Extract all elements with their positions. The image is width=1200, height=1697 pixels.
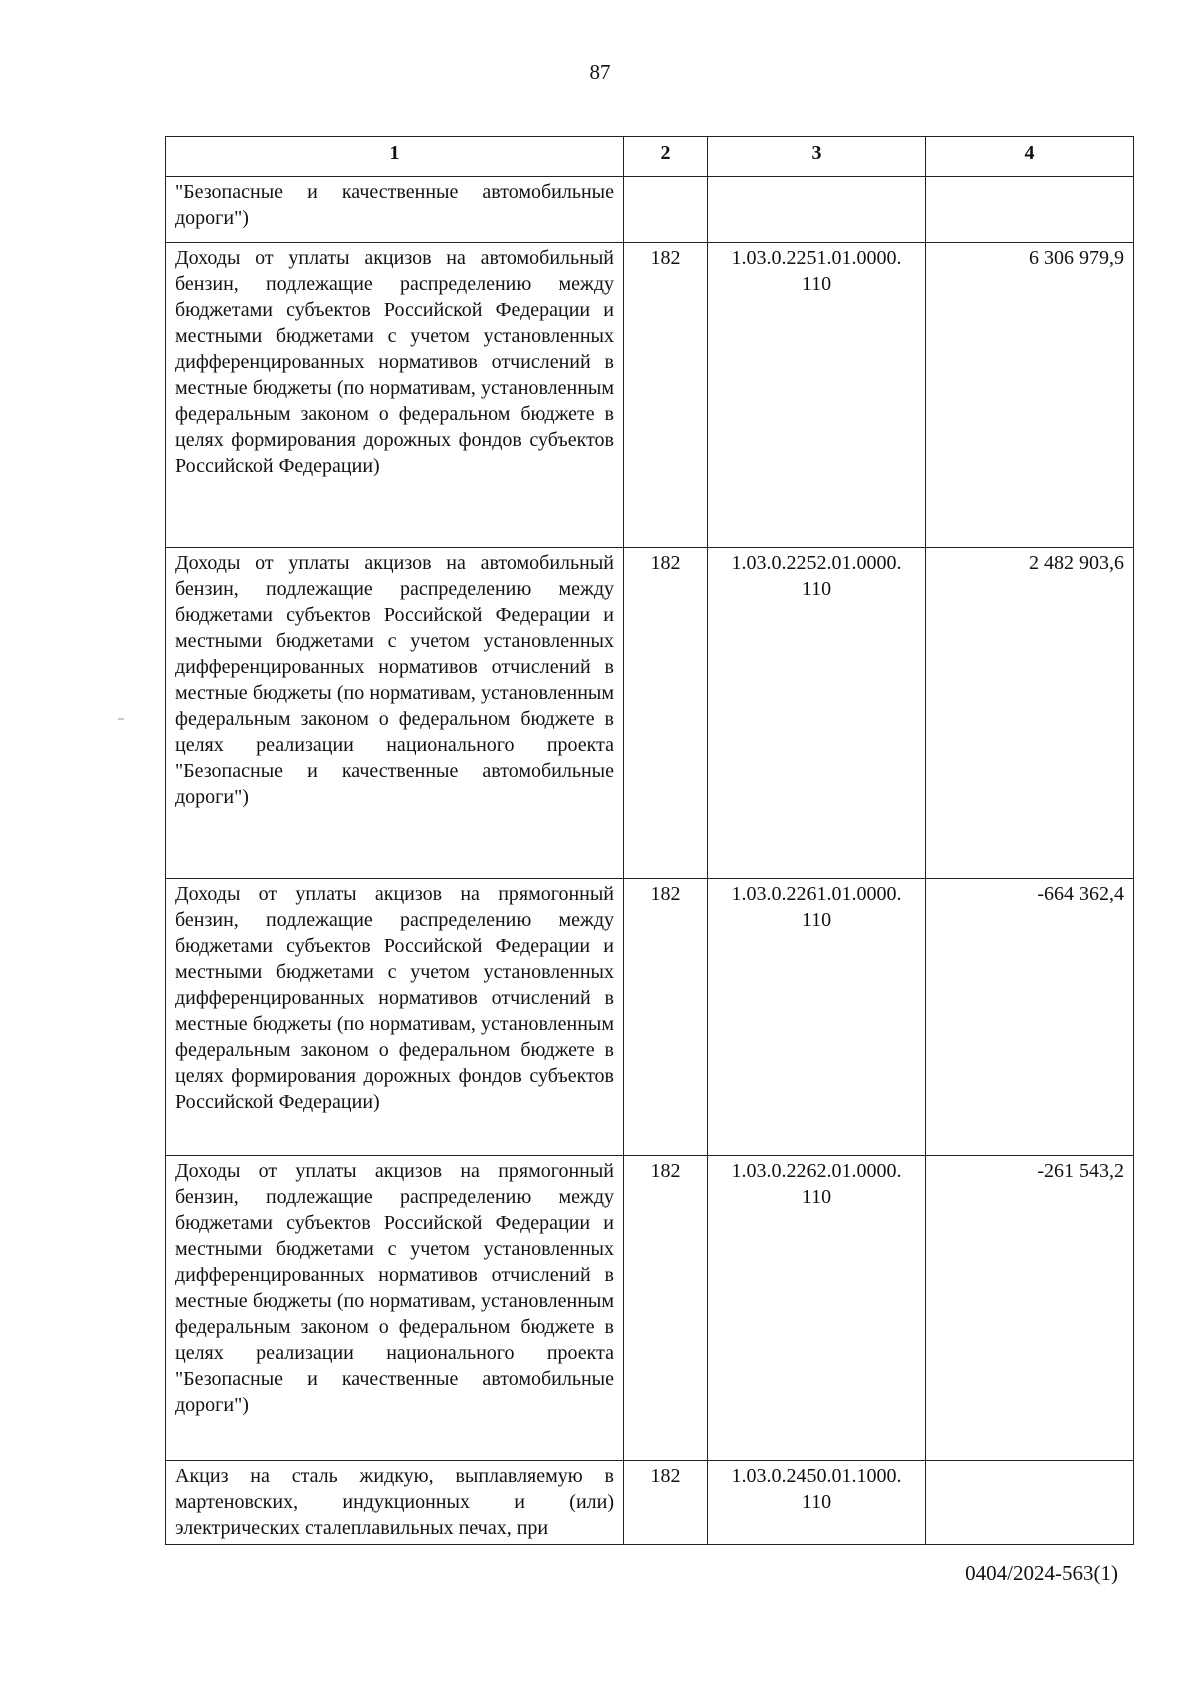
row-name: Доходы от уплаты акцизов на прямогонный бензин, подлежащие распределению между бюджетами субъектов Российской Федерации и местными бюджетами с учетом установленных дифференцированных нормативов отчислений в местные бюджеты (по нормативам, установленным федеральным законом о федеральном бюджете в целях формирования дорожных фондов субъектов Российской Федерации)	[166, 879, 624, 1156]
table-row	[166, 1156, 1134, 1461]
row-budget-code-line-1: 1.03.0.2251.01.0000.	[731, 247, 902, 269]
revenue-table	[165, 136, 1134, 1545]
row-admin-code	[624, 177, 708, 243]
row-budget-code-line-2: 110	[801, 578, 832, 600]
row-amount	[926, 1461, 1134, 1545]
table-row	[166, 879, 1134, 1156]
row-amount: -261 543,2	[926, 1156, 1134, 1461]
page-number: 87	[589, 60, 611, 84]
row-budget-code-line-2: 110	[801, 1491, 832, 1513]
header-col-3: 3	[708, 137, 926, 177]
row-name: Акциз на сталь жидкую, выплавляемую в мартеновских, индукционных и (или) электрических сталеплавильных печах, при	[166, 1461, 624, 1545]
header-col-1: 1	[166, 137, 624, 177]
row-budget-code	[708, 177, 926, 243]
row-admin-code: 182	[624, 1156, 708, 1461]
row-amount	[926, 177, 1134, 243]
row-name: "Безопасные и качественные автомобильные дороги")	[166, 177, 624, 243]
row-amount: -664 362,4	[926, 879, 1134, 1156]
row-budget-code-line-1: 1.03.0.2252.01.0000.	[731, 552, 902, 574]
row-amount: 2 482 903,6	[926, 548, 1134, 879]
row-name: Доходы от уплаты акцизов на автомобильный бензин, подлежащие распределению между бюджетами субъектов Российской Федерации и местными бюджетами с учетом установленных дифференцированных нормативов отчислений в местные бюджеты (по нормативам, установленным федеральным законом о федеральном бюджете в целях формирования дорожных фондов субъектов Российской Федерации)	[166, 243, 624, 548]
table-row	[166, 177, 1134, 243]
header-col-2: 2	[624, 137, 708, 177]
table-row	[166, 243, 1134, 548]
row-budget-code-line-1: 1.03.0.2262.01.0000.	[731, 1160, 902, 1182]
row-budget-code-line-2: 110	[801, 1186, 832, 1208]
row-amount: 6 306 979,9	[926, 243, 1134, 548]
row-admin-code: 182	[624, 879, 708, 1156]
table-row	[166, 1461, 1134, 1545]
row-budget-code	[708, 1461, 926, 1545]
row-budget-code	[708, 1156, 926, 1461]
row-admin-code: 182	[624, 243, 708, 548]
row-budget-code-line-2: 110	[801, 273, 832, 295]
row-budget-code	[708, 243, 926, 548]
row-admin-code: 182	[624, 548, 708, 879]
row-budget-code-line-1: 1.03.0.2261.01.0000.	[731, 883, 902, 905]
table-row	[166, 548, 1134, 879]
header-col-4: 4	[926, 137, 1134, 177]
row-budget-code	[708, 548, 926, 879]
row-budget-code-line-2: 110	[801, 909, 832, 931]
document-code: 0404/2024-563(1)	[965, 1561, 1118, 1585]
row-admin-code: 182	[624, 1461, 708, 1545]
row-name: Доходы от уплаты акцизов на прямогонный бензин, подлежащие распределению между бюджетами субъектов Российской Федерации и местными бюджетами с учетом установленных дифференцированных нормативов отчислений в местные бюджеты (по нормативам, установленным федеральным законом о федеральном бюджете в целях реализации национального проекта "Безопасные и качественные автомобильные дороги")	[166, 1156, 624, 1461]
row-budget-code	[708, 879, 926, 1156]
row-budget-code-line-1: 1.03.0.2450.01.1000.	[731, 1465, 902, 1487]
table-header-row	[166, 137, 1134, 177]
scan-artifact	[118, 718, 124, 720]
row-name: Доходы от уплаты акцизов на автомобильный бензин, подлежащие распределению между бюджетами субъектов Российской Федерации и местными бюджетами с учетом установленных дифференцированных нормативов отчислений в местные бюджеты (по нормативам, установленным федеральным законом о федеральном бюджете в целях реализации национального проекта "Безопасные и качественные автомобильные дороги")	[166, 548, 624, 879]
